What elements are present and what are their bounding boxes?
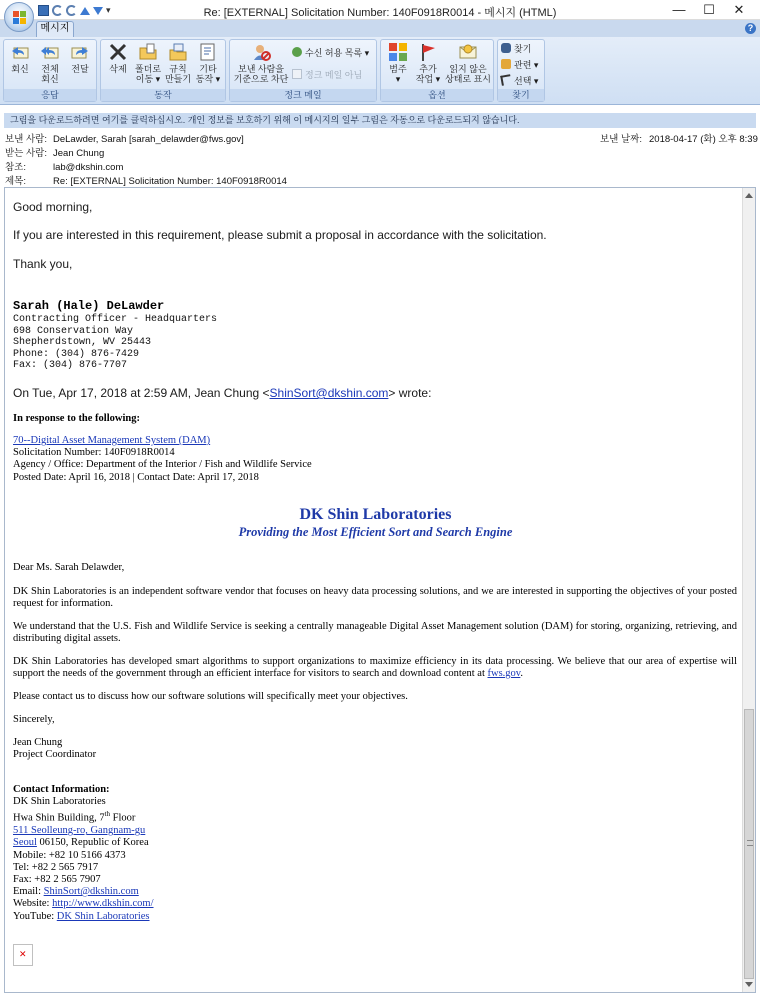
related-label: 관련 ▾	[514, 60, 539, 70]
contact-youtube-label: YouTube:	[13, 910, 57, 922]
delete-label: 삭제	[109, 64, 127, 74]
block-label-1: 보낸 사람을	[238, 64, 284, 74]
agency-office: Agency / Office: Department of the Interior / Fish and Wildlife Service	[13, 459, 312, 471]
cursor-icon	[500, 74, 512, 86]
scroll-grip-icon	[747, 840, 753, 846]
window-title: Re: [EXTERNAL] Solicitation Number: 140F0918R0014 - 메시지 (HTML)	[203, 7, 557, 19]
quote-email-link[interactable]: ShinSort@dkshin.com	[269, 386, 389, 400]
paragraph-3-text: DK Shin Laboratories has developed smart algorithms to support organizations to maximize efficiency in its data processing. We believe that our area of expertise will support the needs of the government through an efficient interface for visitors to search and download content at	[13, 656, 737, 680]
group-junk-label: 정크 메일	[230, 89, 376, 101]
body-line-1: If you are interested in this requirement, please submit a proposal in accordance with the solicitation.	[13, 228, 547, 242]
signer-block	[13, 737, 96, 761]
subject-row	[5, 173, 287, 187]
cc-label: 참조:	[5, 162, 26, 173]
follow-up-label-1: 추가	[419, 64, 437, 74]
customize-qat-button[interactable]: ▾	[106, 5, 111, 15]
reply-all-label-2: 회신	[41, 74, 59, 84]
dear-line: Dear Ms. Sarah Delawder,	[13, 562, 125, 573]
move-label-1: 폴더로	[134, 64, 162, 74]
from-value[interactable]: DeLawder, Sarah [sarah_delawder@fws.gov]	[53, 134, 244, 145]
contact-building	[13, 808, 154, 825]
contact-mobile: Mobile: +82 10 5166 4373	[13, 849, 126, 861]
ribbon	[0, 37, 760, 105]
vertical-scrollbar[interactable]	[742, 188, 755, 992]
in-response-heading: In response to the following:	[13, 413, 140, 424]
not-junk-icon	[292, 69, 302, 79]
dam-link[interactable]: 70--Digital Asset Management System (DAM)	[13, 435, 211, 446]
to-row	[5, 145, 104, 159]
signature-block	[13, 314, 217, 372]
delete-button[interactable]	[103, 42, 133, 90]
forward-label-1: 전달	[71, 64, 89, 74]
reply-all-button[interactable]	[35, 42, 65, 90]
forward-button[interactable]	[65, 42, 95, 90]
contact-block	[13, 784, 154, 923]
group-respond	[3, 39, 97, 102]
title-bar	[0, 0, 760, 20]
contact-website-link[interactable]: http://www.dkshin.com/	[52, 898, 154, 910]
signature-line: Fax: (304) 876-7707	[13, 360, 128, 371]
folder-icon	[138, 42, 158, 62]
safe-list-label: 수신 허용 목록 ▾	[305, 48, 370, 58]
contact-heading: Contact Information:	[13, 784, 110, 795]
message-body[interactable]	[4, 187, 756, 993]
create-rule-button[interactable]	[163, 42, 193, 90]
maximize-button[interactable]: ☐	[703, 2, 715, 17]
company-title: DK Shin Laboratories	[299, 506, 452, 523]
paragraph-3-end: .	[520, 668, 523, 680]
other-label-2: 동작 ▾	[195, 74, 221, 84]
block-sender-icon	[251, 42, 271, 62]
thanks: Thank you,	[13, 257, 73, 271]
contact-email-row	[13, 886, 154, 898]
unread-label-1: 읽지 않은	[449, 64, 487, 74]
contact-youtube-link[interactable]: DK Shin Laboratories	[56, 910, 150, 922]
signature-line: Shepherdstown, WV 25443	[13, 337, 152, 348]
broken-image-icon: ✕	[19, 949, 27, 959]
solicitation-block	[13, 435, 312, 484]
forward-icon	[70, 42, 90, 62]
other-label-1: 기타	[199, 64, 217, 74]
not-junk-label: 정크 메일 아님	[305, 70, 363, 80]
delete-icon	[108, 42, 128, 62]
signature-line: 698 Conservation Way	[13, 325, 134, 337]
move-label-2: 이동 ▾	[135, 74, 161, 84]
contact-city-link[interactable]: Seoul	[13, 837, 37, 849]
sent-label: 보낸 날짜:	[600, 134, 642, 145]
signature-name: Sarah (Hale) DeLawder	[13, 299, 165, 313]
block-label-2: 기준으로 차단	[233, 74, 289, 84]
sincerely: Sincerely,	[13, 714, 55, 725]
not-junk-button[interactable]	[292, 68, 362, 82]
related-icon	[501, 59, 511, 69]
greeting: Good morning,	[13, 200, 93, 214]
contact-company: DK Shin Laboratories	[13, 796, 106, 808]
follow-up-label-2: 작업 ▾	[415, 74, 441, 84]
paragraph-2: We understand that the U.S. Fish and Wildlife Service is seeking a centrally manageable Digital Asset Management solution (DAM) for storing, organizing, retrieving, and distributing digital assets.	[13, 621, 737, 645]
broken-image-placeholder[interactable]	[13, 944, 33, 966]
group-actions	[100, 39, 226, 102]
group-find	[497, 39, 545, 102]
group-junk	[229, 39, 377, 102]
paragraph-3	[13, 656, 737, 680]
contact-fax: Fax: +82 2 565 7907	[13, 873, 101, 885]
reply-label-1: 회신	[11, 64, 29, 74]
company-tagline: Providing the Most Efficient Sort and Search Engine	[238, 525, 513, 539]
binoculars-icon	[501, 43, 511, 53]
quote-intro-pre: On Tue, Apr 17, 2018 at 2:59 AM, Jean Chung <	[13, 386, 270, 400]
cc-row	[5, 159, 123, 173]
contact-youtube-row	[13, 911, 154, 923]
select-button[interactable]	[501, 74, 538, 88]
fws-link[interactable]: fws.gov	[487, 668, 521, 680]
tab-message[interactable]: 메시지	[36, 21, 74, 37]
contact-email-link[interactable]: ShinSort@dkshin.com	[43, 886, 139, 898]
quote-intro	[13, 386, 431, 400]
subject-value: Re: [EXTERNAL] Solicitation Number: 140F0918R0014	[53, 176, 287, 187]
contact-website-row	[13, 898, 154, 910]
rule-label-1: 규칙	[169, 64, 187, 74]
follow-up-button[interactable]	[413, 42, 443, 90]
solicitation-number: Solicitation Number: 140F0918R0014	[13, 447, 175, 459]
contact-website-label: Website:	[13, 898, 53, 910]
group-respond-label: 응답	[4, 89, 96, 101]
safe-list-button[interactable]	[292, 46, 369, 60]
categorize-label-1: 범주	[389, 64, 407, 74]
help-icon[interactable]: ?	[745, 23, 756, 34]
select-label: 선택 ▾	[514, 76, 539, 86]
mark-unread-button[interactable]	[445, 42, 491, 90]
posted-date: Posted Date: April 16, 2018 | Contact Date: April 17, 2018	[13, 471, 259, 483]
paragraph-4: Please contact us to discuss how our software solutions will specifically meet your objectives.	[13, 691, 408, 702]
signature-line: Contracting Officer - Headquarters	[13, 314, 218, 325]
minimize-button[interactable]: —	[672, 2, 686, 17]
group-actions-label: 동작	[101, 89, 225, 101]
sent-row	[600, 131, 758, 145]
group-options-label: 옵션	[381, 89, 493, 101]
safe-list-icon	[292, 47, 302, 57]
reply-icon	[10, 42, 30, 62]
signer-title: Project Coordinator	[13, 749, 97, 761]
unread-label-2: 상태로 표시	[445, 74, 491, 84]
picture-download-infobar[interactable]: 그림을 다운로드하려면 여기를 클릭하십시오. 개인 정보를 보호하기 위해 이 메시지의 일부 그림은 자동으로 다운로드되지 않습니다.	[4, 113, 756, 128]
contact-tel: Tel: +82 2 565 7917	[13, 861, 99, 873]
rules-icon	[168, 42, 188, 62]
to-value[interactable]: Jean Chung	[53, 148, 105, 159]
paragraph-1: DK Shin Laboratories is an independent software vendor that focuses on heavy data processing solutions, and we are interested in supporting the objectives of your posted request for information.	[13, 586, 737, 610]
categorize-button[interactable]	[383, 42, 413, 90]
block-sender-button[interactable]	[232, 42, 290, 90]
other-actions-button[interactable]	[193, 42, 223, 90]
group-options	[380, 39, 494, 102]
ribbon-tab-row	[0, 20, 760, 37]
to-label: 받는 사람:	[5, 148, 47, 159]
scroll-down-arrow-icon[interactable]	[745, 982, 753, 987]
categorize-icon	[388, 42, 408, 62]
rule-label-2: 만들기	[164, 74, 192, 84]
scroll-thumb[interactable]	[744, 709, 754, 979]
find-button[interactable]	[501, 42, 531, 56]
sent-value: 2018-04-17 (화) 오후 8:39	[649, 134, 758, 145]
reply-all-label-1: 전체	[41, 64, 59, 74]
contact-street-link[interactable]: 511 Seolleung-ro, Gangnam-gu	[13, 825, 146, 837]
signer-name: Jean Chung	[13, 737, 63, 748]
reply-all-icon	[40, 42, 60, 62]
other-actions-icon	[198, 42, 218, 62]
contact-city-rest: 06150, Republic of Korea	[36, 837, 149, 849]
cc-value[interactable]: lab@dkshin.com	[53, 162, 124, 173]
contact-city	[13, 837, 154, 849]
scroll-up-arrow-icon[interactable]	[745, 193, 753, 198]
subject-label: 제목:	[5, 176, 26, 187]
contact-email-label: Email:	[13, 886, 44, 898]
group-find-label: 찾기	[498, 89, 544, 101]
find-label: 찾기	[514, 44, 532, 54]
contact-building-sup: th	[104, 810, 111, 819]
signature-line: Phone: (304) 876-7429	[13, 348, 140, 360]
related-button[interactable]	[501, 58, 538, 72]
office-logo-icon	[13, 11, 27, 25]
flag-icon	[418, 42, 438, 62]
unread-mail-icon	[458, 42, 478, 62]
move-to-folder-button[interactable]	[133, 42, 163, 90]
quote-intro-post: > wrote:	[388, 386, 432, 400]
categorize-label-2: ▾	[395, 74, 401, 84]
contact-building-floor: Floor	[110, 812, 136, 824]
office-button[interactable]	[4, 2, 34, 32]
from-label: 보낸 사람:	[5, 134, 47, 145]
close-button[interactable]: ✕	[733, 2, 745, 17]
contact-building-text: Hwa Shin Building, 7	[13, 812, 105, 824]
from-row	[5, 131, 244, 145]
reply-button[interactable]	[5, 42, 35, 90]
